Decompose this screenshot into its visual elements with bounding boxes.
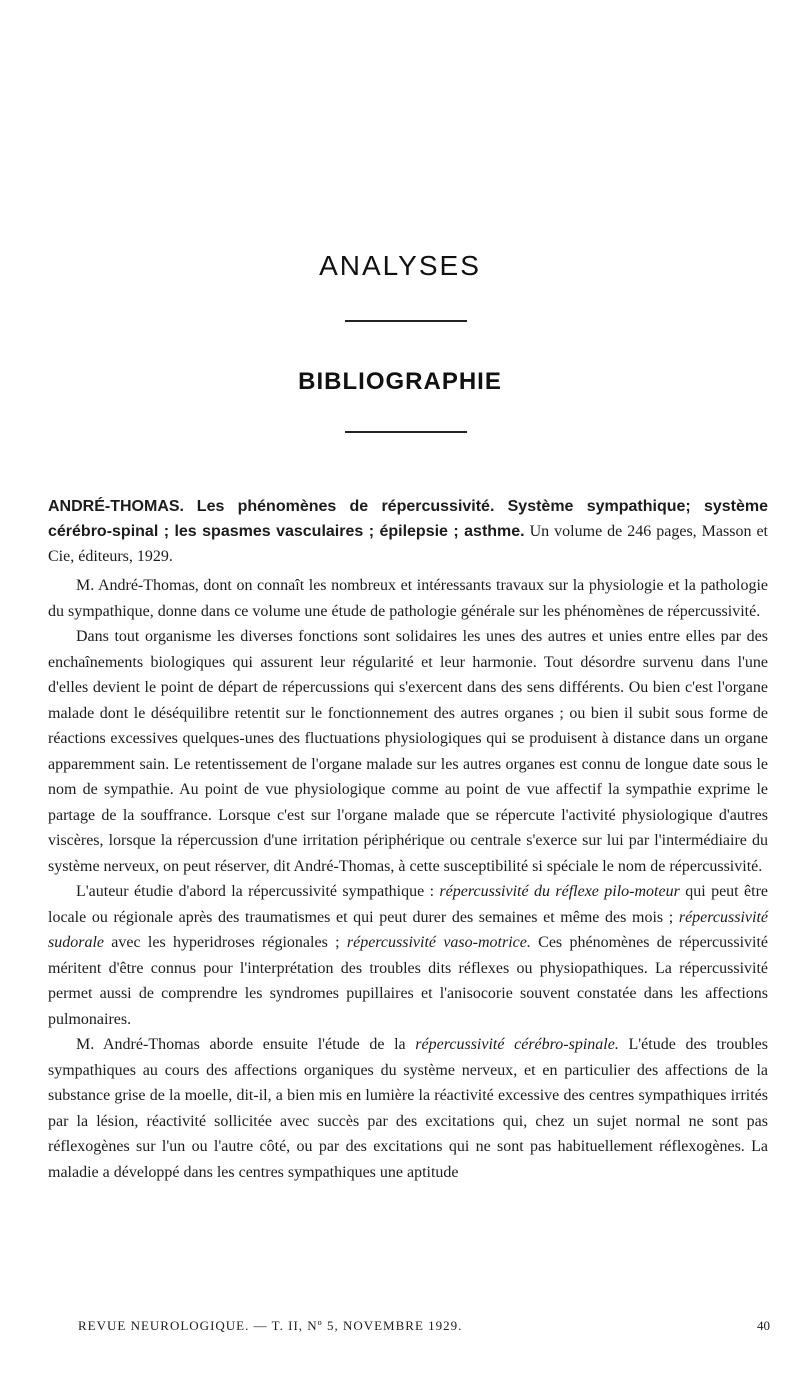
p3-text-d: Ces phénomènes de répercussivité méritent d'être connus pour l'interprétation des troubles dits réflexes ou physiopathiques. La répercussivité permet aussi de comprendre les syndromes pupillaires et l'anisocorie souvent constatée dans les affections pulmonaires. bbox=[48, 934, 769, 1028]
entry-title: Les phénomènes de répercussivité. Système sympathique; système cérébro-spinal ; les spasmes vasculaires ; épilepsie ; asthme. bbox=[48, 498, 769, 540]
p4-text-a: M. André-Thomas aborde ensuite l'étude de la bbox=[76, 1036, 416, 1053]
footer-page-number: 40 bbox=[757, 1318, 770, 1333]
p3-italic-pilomoteur: répercussivité du réflexe pilo-moteur bbox=[439, 883, 680, 900]
p3-italic-sudorale: répercussivité sudorale bbox=[48, 908, 768, 951]
p4-italic-cerebrospinale: répercussivité cérébro-spinale. bbox=[415, 1036, 619, 1053]
section-heading-analyses: ANALYSES bbox=[319, 250, 481, 281]
p3-text-c: avec les hyperidroses régionales ; bbox=[104, 934, 347, 951]
p3-text-a: L'auteur étudie d'abord la répercussivité sympathique : bbox=[76, 883, 440, 900]
paragraph-2: Dans tout organisme les diverses fonctions sont solidaires les unes des autres et unies entre elles par des enchaînements biologiques qui assurent leur régularité et leur harmonie. Tout désordre survenu dans l'une d'elles devient le point de départ de répercussions qui s'exercent dans des sens différents. Ou bien c'est l'organe malade dont le déséquilibre retentit sur le fonctionnement des autres organes ; ou bien il subit sous forme de réactions excessives quelques-unes des fluctuations physiologiques qui se produisent à distance dans un organe apparemment sain. Le retentissement de l'organe malade sur les autres organes est connu de longue date sous le nom de sympathie. Au point de vue physiologique comme au point de vue affectif la sympathie exprime le partage de la souffrance. Lorsque c'est sur l'organe malade que se répercute l'activité physiologique d'autres viscères, lorsque la répercussion d'une irritation périphérique ou centrale s'exerce sur lui par l'intermédiaire du système nerveux, on peut réserver, dit André-Thomas, à cette susceptibilité si spéciale le nom de répercussivité. bbox=[48, 628, 768, 875]
p3-text-b: qui peut être locale ou régionale après des traumatismes et qui peut durer des semaines et même des mois ; bbox=[48, 883, 768, 926]
bleed-through-texture bbox=[90, 40, 770, 240]
entry-author: ANDRÉ-THOMAS. bbox=[48, 498, 184, 515]
paragraph-3 bbox=[48, 879, 768, 1032]
entry-publication: Un volume de 246 pages, Masson et Cie, éditeurs, 1929. bbox=[48, 523, 769, 565]
footer-journal: REVUE NEUROLOGIQUE. — T. II, Nº 5, NOVEMBRE 1929. bbox=[78, 1318, 463, 1333]
heading-rule-top bbox=[345, 320, 467, 322]
page-footer bbox=[78, 1318, 770, 1334]
paragraph-4 bbox=[48, 1032, 768, 1185]
heading-rule-bottom bbox=[345, 431, 467, 433]
section-heading-bibliographie: BIBLIOGRAPHIE bbox=[298, 368, 502, 395]
p4-text-b: L'étude des troubles sympathiques au cours des affections organiques du système nerveux, et en particulier des affections de la substance grise de la moelle, dit-il, a bien mis en lumière la réactivité excessive des centres sympathiques irrités par la lésion, réactivité sollicitée avec succès par des excitations qui, chez un sujet normal ne sont pas réflexogènes sur l'un ou l'autre côté, ou par des excitations qui ne sont pas habituellement réflexogènes. La maladie a développé dans les centres sympathiques une aptitude bbox=[48, 1036, 768, 1181]
p3-italic-vasomotrice: répercussivité vaso-motrice. bbox=[346, 934, 531, 951]
paragraph-1: M. André-Thomas, dont on connaît les nombreux et intéressants travaux sur la physiologie et la pathologie du sympathique, donne dans ce volume une étude de pathologie générale sur les phénomènes de répercussivité. bbox=[48, 577, 768, 620]
review-body bbox=[48, 573, 768, 1185]
bibliography-entry bbox=[48, 494, 768, 569]
